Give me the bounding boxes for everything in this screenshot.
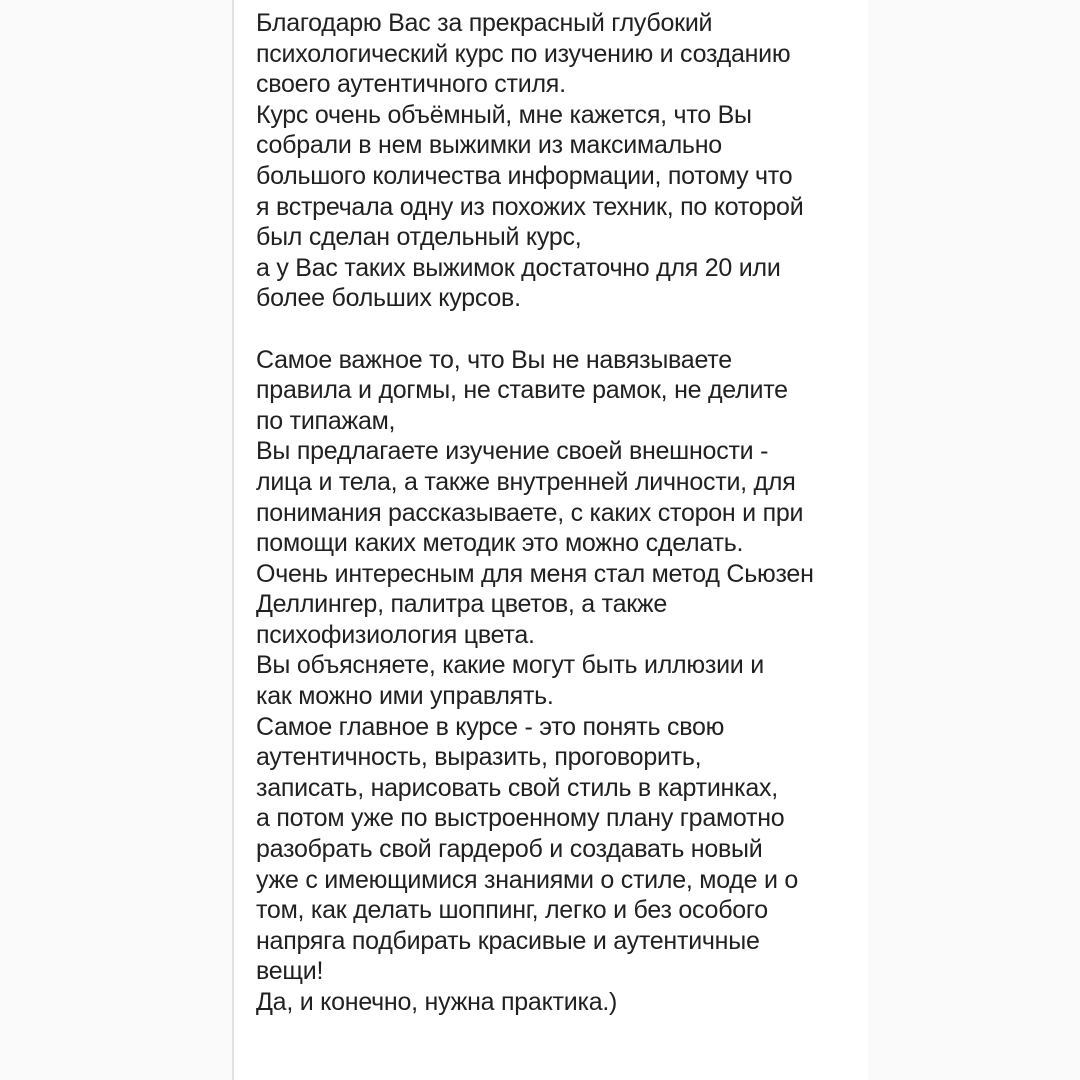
message-line: Курс очень объёмный, мне кажется, что Вы xyxy=(256,100,752,129)
message-bubble xyxy=(234,0,868,1080)
paragraph-gap xyxy=(256,314,876,345)
message-line: психологический курс по изучению и созданию xyxy=(256,39,791,68)
message-line: аутентичность, выразить, проговорить, xyxy=(256,743,702,772)
message-line: лица и тела, а также внутренней личности, для xyxy=(256,467,796,496)
message-line: более больших курсов. xyxy=(256,284,521,313)
message-line: вещи! xyxy=(256,957,324,986)
message-line: собрали в нем выжимки из максимально xyxy=(256,131,722,160)
message-line: большого количества информации, потому что xyxy=(256,161,793,190)
message-line: а потом уже по выстроенному плану грамотно xyxy=(256,804,785,833)
message-line: Самое главное в курсе - это понять свою xyxy=(256,712,725,741)
message-line: психофизиология цвета. xyxy=(256,620,535,649)
message-line: Самое важное то, что Вы не навязываете xyxy=(256,345,732,374)
message-line: Вы предлагаете изучение своей внешности - xyxy=(256,437,769,466)
message-line: правила и догмы, не ставите рамок, не делите xyxy=(256,376,788,405)
message-line: понимания рассказываете, с каких сторон и при xyxy=(256,498,804,527)
message-text[interactable] xyxy=(256,8,876,1018)
message-line: уже с имеющимися знаниями о стиле, моде и о xyxy=(256,865,799,894)
message-line: Да, и конечно, нужна практика.) xyxy=(256,988,618,1016)
message-line: по типажам, xyxy=(256,406,396,435)
message-line: Деллингер, палитра цветов, а также xyxy=(256,590,668,619)
message-line: был сделан отдельный курс, xyxy=(256,223,582,252)
message-line: я встречала одну из похожих техник, по которой xyxy=(256,192,804,221)
message-line: напряга подбирать красивые и аутентичные xyxy=(256,926,760,955)
message-line: Вы объясняете, какие могут быть иллюзии и xyxy=(256,651,764,680)
message-line: как можно ими управлять. xyxy=(256,682,554,711)
message-line: разобрать свой гардероб и создавать новый xyxy=(256,835,763,864)
right-margin xyxy=(868,0,1080,1080)
message-line: Благодарю Вас за прекрасный глубокий xyxy=(256,9,713,37)
message-line: записать, нарисовать свой стиль в картинках, xyxy=(256,773,778,802)
message-line: том, как делать шоппинг, легко и без особого xyxy=(256,896,768,925)
message-line: а у Вас таких выжимок достаточно для 20 или xyxy=(256,253,781,282)
message-line: своего аутентичного стиля. xyxy=(256,70,566,99)
message-line: помощи каких методик это можно сделать. xyxy=(256,529,744,558)
message-line: Очень интересным для меня стал метод Сьюзен xyxy=(256,559,814,588)
left-margin xyxy=(0,0,232,1080)
